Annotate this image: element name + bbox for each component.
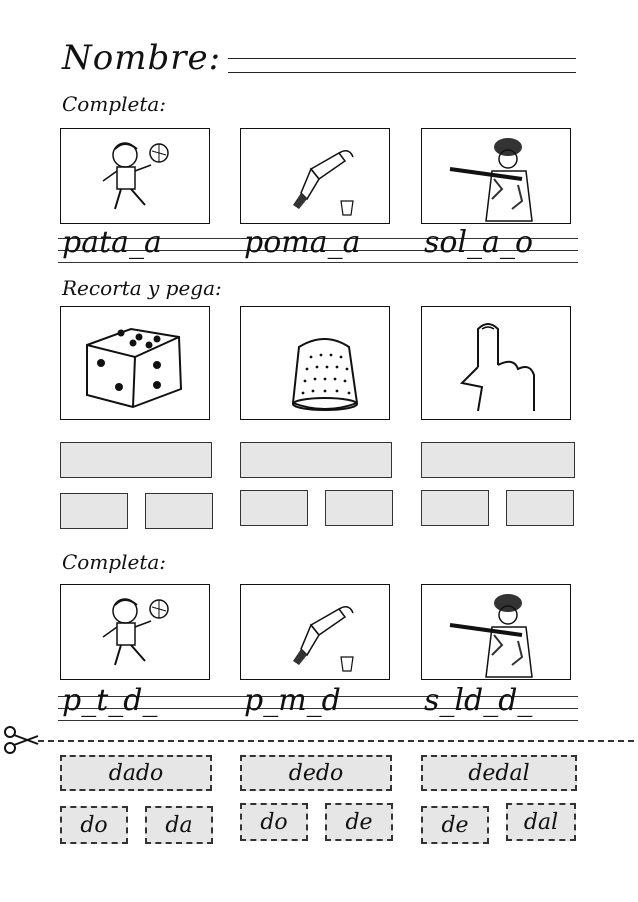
thimble-icon (241, 307, 389, 419)
picture-box-dice (60, 306, 210, 420)
paste-syllable-box-3a[interactable] (421, 490, 489, 526)
picture-box-tube-2 (240, 584, 390, 680)
paint-tube-icon (241, 585, 389, 679)
cutout-word-3[interactable]: dedal (421, 755, 577, 791)
picture-box-finger (421, 306, 571, 420)
name-line-top (228, 58, 576, 59)
word-gaps-1: p_t_d_ (62, 683, 158, 718)
paste-syllable-box-1b[interactable] (145, 493, 213, 529)
kid-with-ball-icon (61, 585, 209, 679)
paste-syllable-box-2a[interactable] (240, 490, 308, 526)
cutout-syllable-2a[interactable]: do (240, 803, 308, 841)
cutout-word-1[interactable]: dado (60, 755, 212, 791)
paste-word-box-1[interactable] (60, 442, 212, 478)
picture-box-tube (240, 128, 390, 224)
dice-icon (61, 307, 209, 419)
page-title: Nombre: (62, 38, 222, 78)
section-title-complete-1: Completa: (62, 92, 167, 116)
cutout-syllable-1a[interactable]: do (60, 806, 128, 844)
guide-line-1c (58, 262, 578, 263)
cutout-syllable-3b[interactable]: dal (506, 803, 576, 841)
paste-word-box-3[interactable] (421, 442, 575, 478)
picture-box-soldier (421, 128, 571, 224)
picture-box-soldier-2 (421, 584, 571, 680)
section-title-cutpaste: Recorta y pega: (62, 276, 222, 300)
section-title-complete-2: Completa: (62, 550, 167, 574)
paint-tube-icon (241, 129, 389, 223)
scissors-icon (2, 724, 42, 756)
guide-line-3c (58, 720, 578, 721)
cutout-word-2[interactable]: dedo (240, 755, 392, 791)
finger-icon (422, 307, 570, 419)
cutout-syllable-1b[interactable]: da (145, 806, 213, 844)
picture-box-kid-2 (60, 584, 210, 680)
paste-syllable-box-1a[interactable] (60, 493, 128, 529)
cutout-syllable-2b[interactable]: de (325, 803, 393, 841)
soldier-icon (422, 129, 570, 223)
paste-syllable-box-3b[interactable] (506, 490, 574, 526)
paste-syllable-box-2b[interactable] (325, 490, 393, 526)
kid-with-ball-icon (61, 129, 209, 223)
word-blank-2: poma_a (244, 225, 361, 260)
word-gaps-3: s_ld_d_ (424, 683, 533, 718)
picture-box-thimble (240, 306, 390, 420)
name-line-bottom (228, 72, 576, 73)
soldier-icon (422, 585, 570, 679)
paste-word-box-2[interactable] (240, 442, 392, 478)
word-gaps-2: p_m_d (244, 683, 341, 718)
cut-line (38, 740, 634, 742)
word-blank-1: pata_a (62, 225, 162, 260)
word-blank-3: sol_a_o (424, 225, 533, 260)
picture-box-kid (60, 128, 210, 224)
cutout-syllable-3a[interactable]: de (421, 806, 489, 844)
